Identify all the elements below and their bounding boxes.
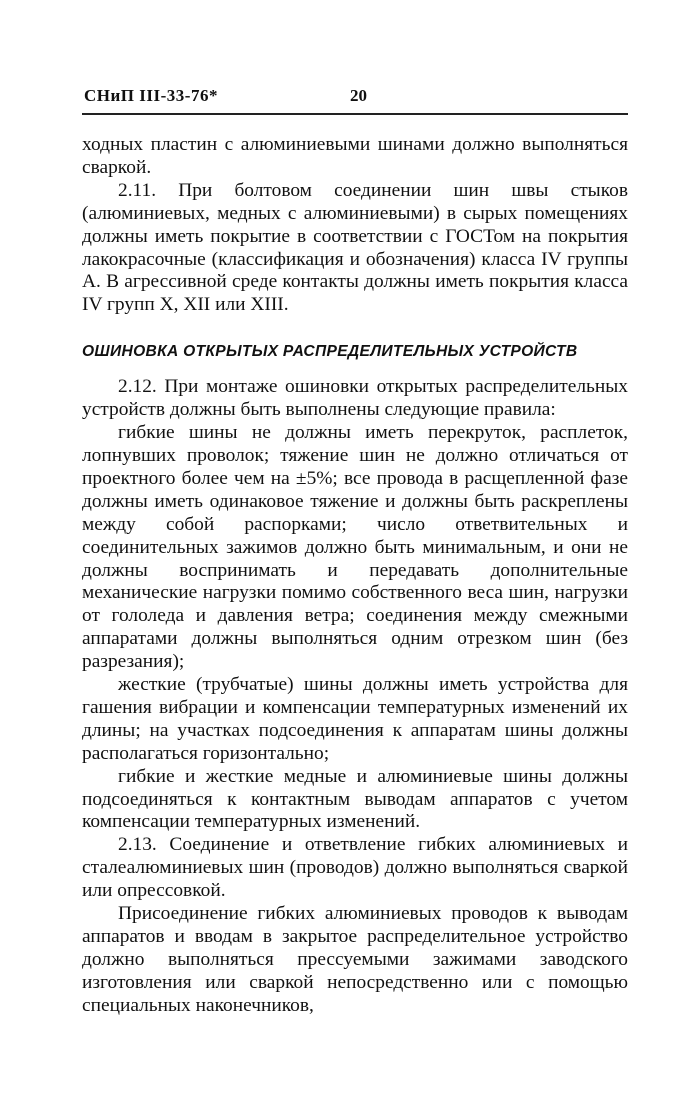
section-title: ОШИНОВКА ОТКРЫТЫХ РАСПРЕДЕЛИТЕЛЬНЫХ УСТРОЙСТВ [82,343,578,361]
body-text [82,134,628,1018]
paragraph-text: При болтовом соединении шин швы стыков (алюминиевых, медных с алюминиевыми) в сырых помещениях должны иметь покрытие в соответствии с ГОСТом на покрытия лакокрасочные (классификация и обозначения) класса IV группы А. В агрессивной среде контакты должны иметь покрытия класса IV групп X, XII или XIII. [82,179,628,316]
paragraph-attachment [82,903,628,1018]
rule-item-rigid [82,674,628,766]
page-number: 20 [350,86,367,105]
paragraph-2-11 [82,180,628,317]
paragraph-2-13 [82,834,628,903]
page-header [82,86,628,110]
paragraph-continuation [82,134,628,180]
paragraph-text: гибкие и жесткие медные и алюминиевые шины должны подсоединяться к контактным выводам аппаратов с учетом компенсации температурных изменений. [82,765,628,833]
document-code: СНиП III-33-76* [84,86,218,105]
paragraph-text: При монтаже ошиновки открытых распределительных устройств должны быть выполнены следующие правила: [82,376,628,421]
paragraph-number: 2.13. [118,834,157,856]
rule-item-connection [82,766,628,835]
paragraph-number: 2.12. [118,376,157,398]
paragraph-text: ходных пластин с алюминиевыми шинами должно выполняться сваркой. [82,134,628,178]
paragraph-text: Соединение и ответвление гибких алюминиевых и сталеалюминиевых шин (проводов) должно выполняться сваркой или опрессовкой. [82,834,628,902]
paragraph-number: 2.11. [118,179,157,201]
header-rule [82,113,628,115]
rule-item-flexible [82,422,628,674]
paragraph-2-12 [82,376,628,422]
paragraph-text: Присоединение гибких алюминиевых проводов к выводам аппаратов и вводам в закрытое распределительное устройство должно выполняться прессуемыми зажимами заводского изготовления или сваркой непосредственно или с помощью специальных наконечников, [82,903,628,1016]
document-page [82,86,628,1016]
paragraph-text: гибкие шины не должны иметь перекруток, расплеток, лопнувших проволок; тяжение шин не должно отличаться от проектного более чем на ±5%; все провода в расщепленной фазе должны иметь одинаковое тяжение и должны быть раскреплены между собой распорками; число ответвительных и соединительных зажимов должно быть минимальным, и они не должны воспринимать и передавать дополнительные механические нагрузки помимо собственного веса шин, нагрузки от гололеда и давления ветра; соединения между смежными аппаратами должны выполняться одним отрезком шин (без разрезания); [82,422,628,673]
paragraph-text: жесткие (трубчатые) шины должны иметь устройства для гашения вибрации и компенсации температурных изменений их длины; на участках подсоединения к аппаратам шины должны располагаться горизонтально; [82,674,628,764]
